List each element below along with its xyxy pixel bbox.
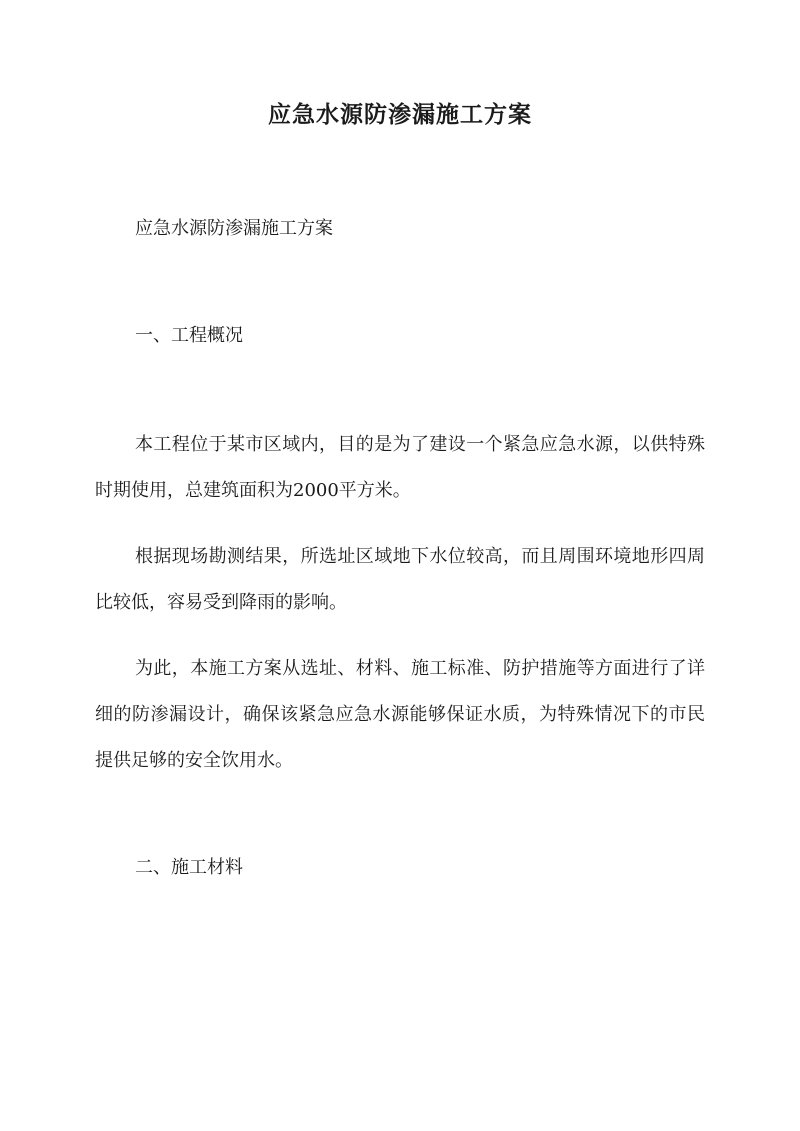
section-heading-project-overview: 一、工程概况 [135,325,243,346]
section-heading-construction-materials: 二、施工材料 [135,857,243,878]
paragraph-project-location: 本工程位于某市区域内，目的是为了建设一个紧急应急水源，以供特殊时期使用，总建筑面积为2000平方米。 [95,434,705,501]
document-subtitle: 应急水源防渗漏施工方案 [135,218,333,239]
paragraph-site-survey: 根据现场勘测结果，所选址区域地下水位较高，而且周围环境地形四周比较低，容易受到降雨的影响。 [95,546,705,613]
paragraph-design-purpose: 为此，本施工方案从选址、材料、施工标准、防护措施等方面进行了详细的防渗漏设计，确保该紧急应急水源能够保证水质，为特殊情况下的市民提供足够的安全饮用水。 [95,658,705,771]
document-title: 应急水源防渗漏施工方案 [268,101,532,128]
